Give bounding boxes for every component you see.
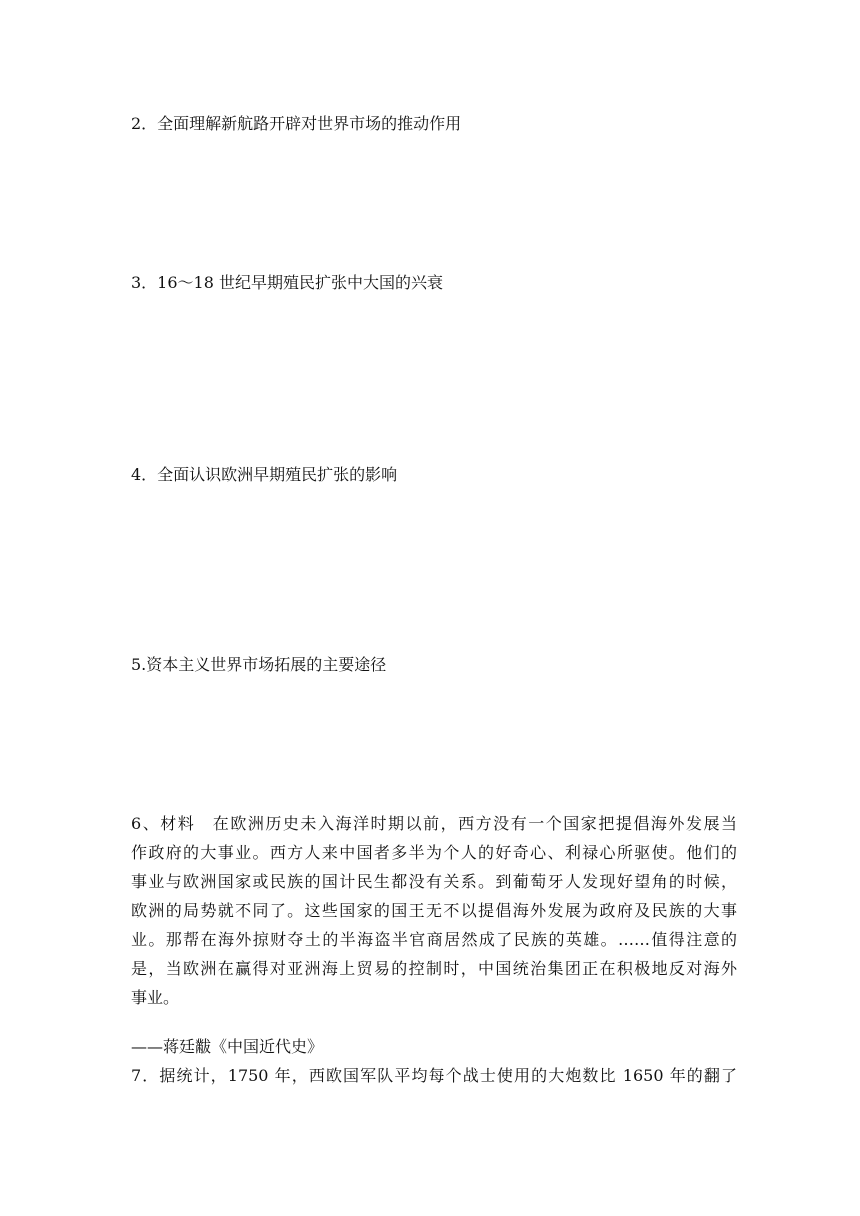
question-2: 2．全面理解新航路开辟对世界市场的推动作用 bbox=[131, 114, 462, 133]
material-line: 业。那帮在海外掠财夺土的半海盗半官商居然成了民族的英雄。……值得注意的 bbox=[131, 930, 737, 949]
question-7: 7．据统计，1750 年，西欧国军队平均每个战士使用的大炮数比 1650 年的翻了 bbox=[131, 1066, 737, 1085]
material-line: 作政府的大事业。西方人来中国者多半为个人的好奇心、利禄心所驱使。他们的 bbox=[131, 843, 737, 862]
material-source: ——蒋廷黻《中国近代史》 bbox=[131, 1037, 324, 1056]
question-5: 5.资本主义世界市场拓展的主要途径 bbox=[131, 655, 387, 674]
material-line: 是，当欧洲在赢得对亚洲海上贸易的控制时，中国统治集团正在积极地反对海外 bbox=[131, 959, 737, 978]
material-line: 欧洲的局势就不同了。这些国家的国王无不以提倡海外发展为政府及民族的大事 bbox=[131, 901, 737, 920]
material-line: 事业与欧洲国家或民族的国计民生都没有关系。到葡萄牙人发现好望角的时候， bbox=[131, 872, 737, 891]
material-passage bbox=[131, 809, 737, 1012]
material-line: 事业。 bbox=[131, 988, 180, 1007]
question-4: 4．全面认识欧洲早期殖民扩张的影响 bbox=[131, 465, 398, 484]
question-3: 3．16～18 世纪早期殖民扩张中大国的兴衰 bbox=[131, 273, 443, 292]
material-line: 6、材料 在欧洲历史未入海洋时期以前，西方没有一个国家把提倡海外发展当 bbox=[131, 814, 737, 833]
